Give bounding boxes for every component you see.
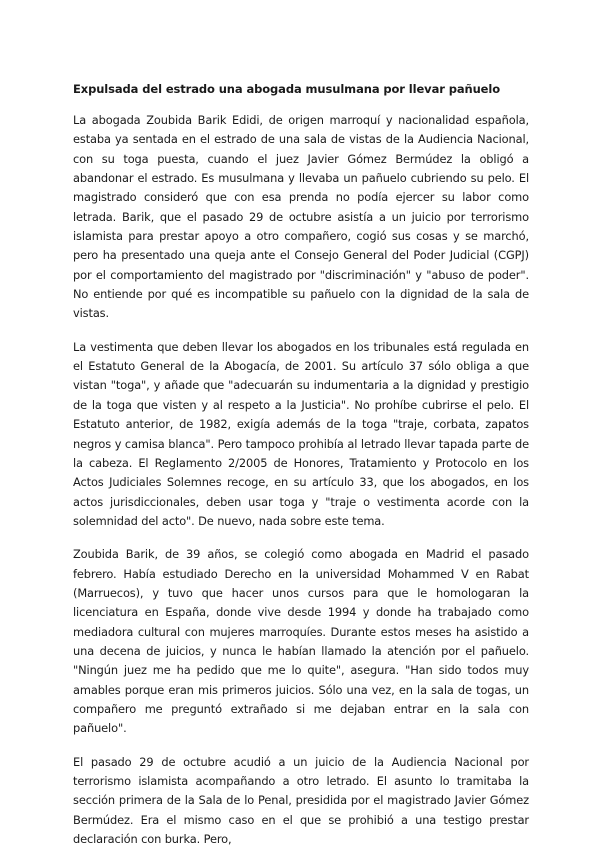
article-paragraph-2: La vestimenta que deben llevar los abogados en los tribunales está regulada en el Estatuto General de la Abogacía, de 2001. Su artículo 37 sólo obliga a que vistan "toga", y añade que "adecuarán su indumentaria a la dignidad y prestigio de la toga que visten y al respeto a la Justicia". No prohíbe cubrirse el pelo. El Estatuto anterior, de 1982, exigía además de la toga "traje, corbata, zapatos negros y camisa blanca". Pero tampoco prohibía al letrado llevar tapada parte de la cabeza. El Reglamento 2/2005 de Honores, Tratamiento y Protocolo en los Actos Judiciales Solemnes recoge, en su artículo 33, que los abogados, en los actos jurisdiccionales, deben usar toga y "traje o vestimenta acorde con la solemnidad del acto". De nuevo, nada sobre este tema. <box>73 339 529 528</box>
article-title: Expulsada del estrado una abogada musulmana por llevar pañuelo <box>73 82 501 96</box>
document-page <box>73 81 529 863</box>
article-paragraph-3: Zoubida Barik, de 39 años, se colegió como abogada en Madrid el pasado febrero. Había estudiado Derecho en la universidad Mohammed V en Rabat (Marruecos), y tuvo que hacer unos cursos para que le homologaran la licenciatura en España, donde vive desde 1994 y donde ha trabajado como mediadora cultural con mujeres marroquíes. Durante estos meses ha asistido a una decena de juicios, y nunca le habían llamado la atención por el pañuelo. "Ningún juez me ha pedido que me lo quite", asegura. "Han sido todos muy amables porque eran mis primeros juicios. Sólo una vez, en la sala de togas, un compañero me preguntó extrañado si me dejaban entrar en la sala con pañuelo". <box>73 547 529 736</box>
article-paragraph-1: La abogada Zoubida Barik Edidi, de origen marroquí y nacionalidad española, estaba ya sentada en el estrado de una sala de vistas de la Audiencia Nacional, con su toga puesta, cuando el juez Javier Gómez Bermúdez la obligó a abandonar el estrado. Es musulmana y llevaba un pañuelo cubriendo su pelo. El magistrado consideró que con esa prenda no podía ejercer su labor como letrada. Barik, que el pasado 29 de octubre asistía a un juicio por terrorismo islamista para prestar apoyo a otro compañero, cogió sus cosas y se marchó, pero ha presentado una queja ante el Consejo General del Poder Judicial (CGPJ) por el comportamiento del magistrado por "discriminación" y "abuso de poder". No entiende por qué es incompatible su pañuelo con la dignidad de la sala de vistas. <box>73 113 529 321</box>
article-paragraph-4: El pasado 29 de octubre acudió a un juicio de la Audiencia Nacional por terrorismo islamista acompañando a otro letrado. El asunto lo tramitaba la sección primera de la Sala de lo Penal, presidida por el magistrado Javier Gómez Bermúdez. Era el mismo caso en el que se prohibió a una testigo prestar declaración con burka. Pero, <box>73 754 529 847</box>
